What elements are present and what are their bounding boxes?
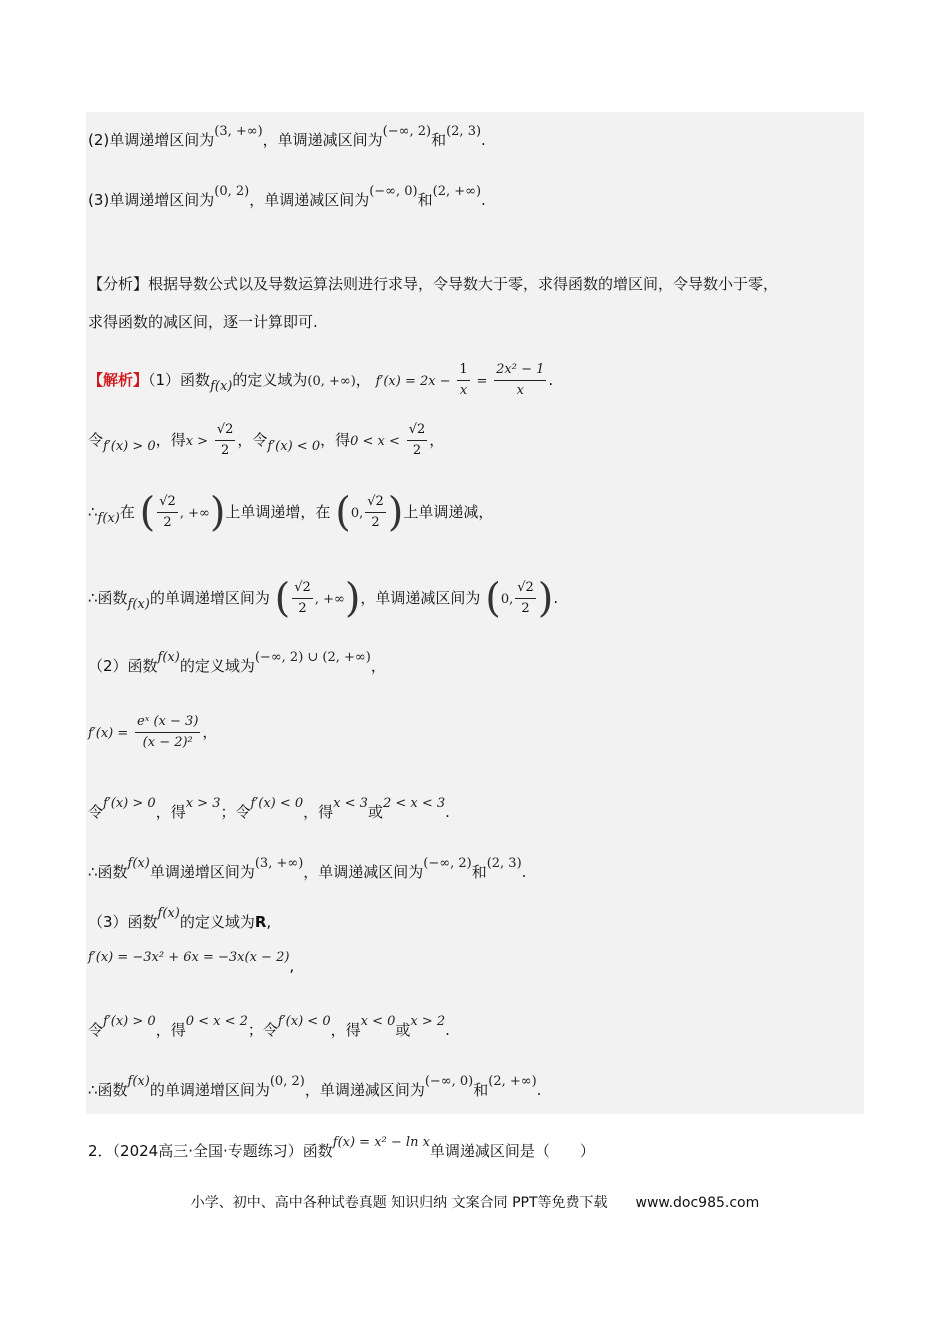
part3-derivative-line: f′(x) = −3x² + 6x = −3x(x − 2),: [88, 950, 295, 975]
analysis-line-1: 【分析】根据导数公式以及导数运算法则进行求导，令导数大于零，求得函数的增区间，令导数小于零，: [88, 275, 779, 293]
fraction: $\frac{\text{2x² − 1}}{x}$: [496, 362, 545, 398]
fraction: $\frac{√2}{2}$: [294, 580, 311, 616]
part3-result-line: ∴函数f(x)的单调递增区间为(0, 2)，单调递减区间为(−∞, 0)和(2, +∞).: [88, 1074, 542, 1099]
part2-domain-line: （2）函数f(x)的定义域为(−∞, 2) ∪ (2, +∞)，: [88, 650, 386, 675]
question-2: [88, 1135, 595, 1163]
solution-tag: 【解析】: [88, 371, 149, 389]
solution-line-2: 令f′(x) > 0，得x > $\frac{√2}{2}$ ，令f′(x) < 0，得0 < x < $\frac{√2}{2}$ ，: [88, 420, 444, 461]
fraction: $\frac{\text{eˣ (x − 3)}}{\text{(x − 2)²}}$: [137, 714, 199, 750]
fraction: $\frac{√2}{2}$: [216, 422, 234, 458]
question-number: 2．: [88, 1142, 113, 1160]
part3-inequality-line: 令f′(x) > 0，得0 < x < 2；令f′(x) < 0，得x < 0或x > 2.: [88, 1014, 450, 1039]
analysis-tag: 【分析】: [88, 275, 149, 293]
solution-line-4: ∴函数f(x)的单调递增区间为 ( $\frac{√2}{2}$ , +∞)，单调递减区间为 (0, $\frac{√2}{2}$ ).: [88, 575, 559, 622]
question-formula: f(x) = x² − ln x: [332, 1135, 430, 1150]
footer-text: 小学、初中、高中各种试卷真题 知识归纳 文案合同 PPT等免费下载: [190, 1195, 608, 1211]
part2-inequality-line: 令f′(x) > 0，得x > 3；令f′(x) < 0，得x < 3或2 < x < 3.: [88, 796, 450, 821]
part2-derivative-line: f′(x) = $\frac{\text{eˣ (x − 3)}}{\text{(x − 2)²}}$ ，: [88, 712, 217, 753]
solution-line-3: ∴f(x)在 ( $\frac{√2}{2}$ , +∞)上单调递增，在 (0, $\frac{√2}{2}$ )上单调递减，: [88, 489, 494, 536]
solution-line-1: 【解析】（1）函数f(x)的定义域为(0, +∞)， f′(x) = 2x − $\frac{1}{x}$ = $\frac{\text{2x² − 1}}{x}$ .: [88, 360, 553, 401]
fraction: $\frac{1}{x}$: [459, 362, 468, 398]
summary-line-3: (3)单调递增区间为(0, 2)，单调递减区间为(−∞, 0)和(2, +∞).: [88, 184, 486, 209]
analysis-line-2: 求得函数的减区间，逐一计算即可.: [88, 313, 318, 331]
page-footer: [0, 1192, 950, 1212]
question-source: （2024高三·全国·专题练习）函数: [112, 1142, 333, 1160]
fraction: $\frac{√2}{2}$: [408, 422, 426, 458]
footer-url[interactable]: www.doc985.com: [635, 1195, 760, 1211]
fraction: $\frac{√2}{2}$: [517, 580, 534, 616]
fraction: $\frac{√2}{2}$: [159, 494, 176, 530]
summary-line-2: (2)单调递增区间为(3, +∞)，单调递减区间为(−∞, 2)和(2, 3).: [88, 124, 486, 149]
fraction: $\frac{√2}{2}$: [367, 494, 384, 530]
question-tail: 单调递减区间是（ ）: [429, 1142, 595, 1160]
part2-result-line: ∴函数f(x)单调递增区间为(3, +∞)，单调递减区间为(−∞, 2)和(2, 3).: [88, 856, 527, 881]
part3-domain-line: （3）函数f(x)的定义域为R,: [88, 906, 272, 931]
